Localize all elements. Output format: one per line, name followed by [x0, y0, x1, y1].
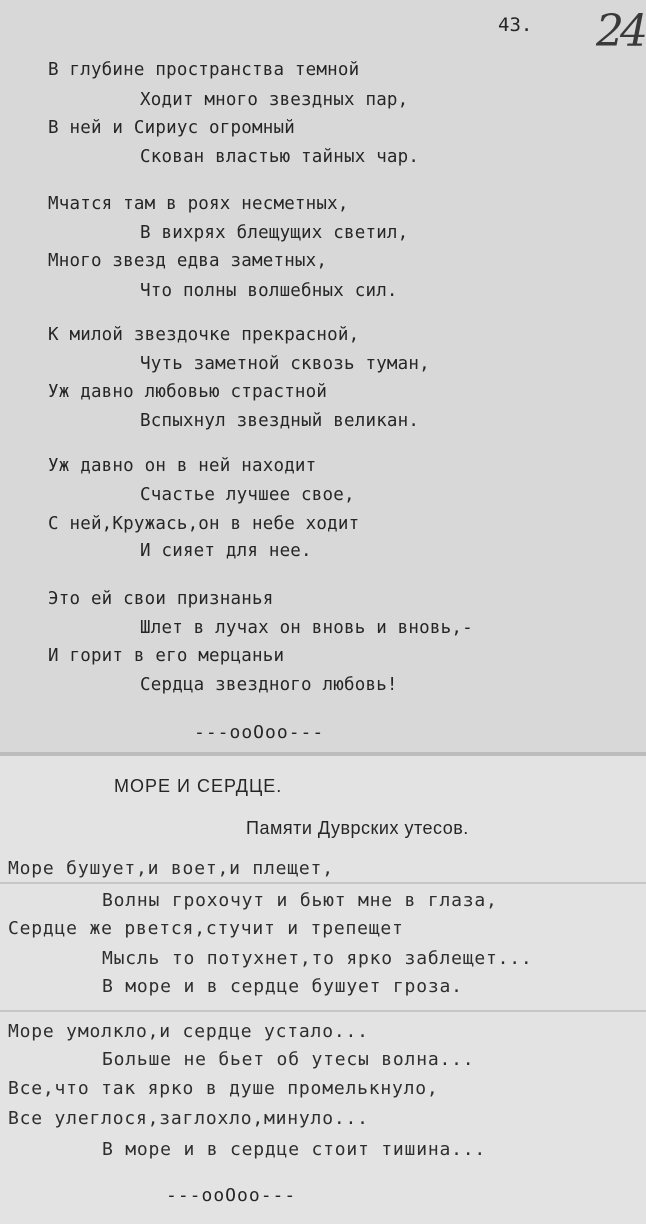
- poem1-line: В глубине пространства темной: [48, 60, 360, 80]
- poem1-line: Чуть заметной сквозь туман,: [140, 354, 430, 374]
- section-separator: ---ooOoo---: [166, 1185, 297, 1206]
- poem2-line: Волны грохочут и бьют мне в глаза,: [102, 890, 498, 911]
- section-separator: ---ooOoo---: [194, 722, 325, 743]
- poem-dedication: Памяти Дуврских утесов.: [246, 818, 469, 838]
- paste-line: [0, 1010, 646, 1012]
- poem2-line: Все,что так ярко в душе промелькнуло,: [8, 1078, 439, 1099]
- poem1-line: Вспыхнул звездный великан.: [140, 411, 420, 431]
- poem2-line: Сердце же рвется,стучит и трепещет: [8, 918, 404, 939]
- poem1-line: Скован властью тайных чар.: [140, 147, 420, 167]
- handwritten-sheet-number: 24: [596, 6, 644, 57]
- poem2-line: Больше не бьет об утесы волна...: [102, 1049, 475, 1070]
- poem1-line: Счастье лучшее свое,: [140, 485, 355, 505]
- poem1-line: Шлет в лучах он вновь и вновь,-: [140, 618, 473, 638]
- poem2-line: Мысль то потухнет,то ярко заблещет...: [102, 948, 533, 969]
- page-number: 43.: [498, 14, 533, 36]
- paste-line: [0, 882, 646, 884]
- poem1-line: С ней,Кружась,он в небе ходит: [48, 514, 360, 534]
- poem1-line: Много звезд едва заметных,: [48, 251, 328, 271]
- poem1-line: Что полны волшебных сил.: [140, 281, 398, 301]
- poem2-line: В море и в сердце стоит тишина...: [102, 1139, 487, 1160]
- poem2-line: Море бушует,и воет,и плещет,: [8, 858, 334, 879]
- poem1-line: И горит в его мерцаньи: [48, 646, 285, 666]
- poem1-line: Ходит много звездных пар,: [140, 90, 409, 110]
- poem1-line: Это ей свои признанья: [48, 589, 274, 609]
- poem1-line: В вихрях блещущих светил,: [140, 223, 409, 243]
- poem1-line: Уж давно любовью страстной: [48, 382, 328, 402]
- poem2-line: Все улеглося,заглохло,минуло...: [8, 1108, 369, 1129]
- poem1-line: К милой звездочке прекрасной,: [48, 325, 360, 345]
- poem1-line: В ней и Сириус огромный: [48, 118, 295, 138]
- poem-title: МОРЕ И СЕРДЦЕ.: [114, 776, 283, 796]
- poem1-line: Мчатся там в роях несметных,: [48, 194, 349, 214]
- poem1-line: Сердца звездного любовь!: [140, 675, 398, 695]
- poem2-line: Море умолкло,и сердце устало...: [8, 1021, 369, 1042]
- poem1-line: И сияет для нее.: [140, 541, 312, 561]
- poem1-line: Уж давно он в ней находит: [48, 456, 317, 476]
- poem2-line: В море и в сердце бушует гроза.: [102, 976, 463, 997]
